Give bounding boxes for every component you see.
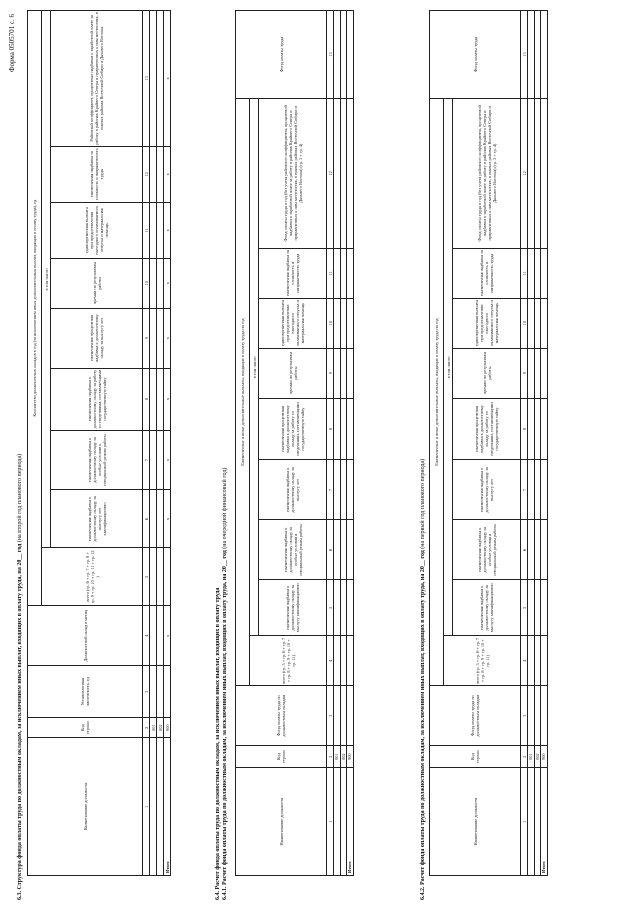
table-row: 002 [534, 11, 541, 876]
t642-h-incl: в том числе: [444, 98, 453, 635]
section-6-3-period: (на второй год планового периода) [17, 453, 23, 543]
t641-h-incl: в том числе: [250, 98, 259, 635]
t642-h-c9: премии по результатам работы [453, 348, 521, 398]
t641-h-c9: премии по результатам работы [259, 348, 327, 398]
t63-h-total: всего (гр. 6 + гр. 7 + гр. 8 + гр. 9 + гр. 10 + гр. 11 + гр. 12 ) [42, 548, 143, 606]
t641-h-c7: ежемесячная надбавка к должностному окладу за выслугу лет [259, 460, 327, 520]
section-6-3-heading [17, 454, 24, 900]
t63-h-staff: Установленная численность, ед [28, 666, 143, 718]
t641-h-c11: ежемесячная надбавка за сложность и напряженность труда [259, 248, 327, 298]
t641-h-group: Ежемесячные и иные дополнительные выплаты, входящие в оплату труда на год [236, 98, 250, 685]
table-row: 001 [528, 11, 535, 876]
section-6-4-2-heading [420, 459, 427, 900]
t642-h-c12: Фонд оплаты труда в год (без учета районного коэффициента, процентной надбавки к заработной плате за работу в районах Крайнего Севера и приравненных к ним местностях, в южных районах Восточной Сибири и Дальнего Востока) (гр. 3 + гр. 4) [453, 98, 521, 248]
t63-h-code: Код строки [28, 718, 143, 738]
t642-h-c5: ежемесячная надбавка к должностному окладу за выслугу квалификационно [453, 580, 521, 636]
table-6-4-2 [429, 10, 548, 876]
t642-h-c6: ежемесячная надбавка к должностному окладу за особые условия и специальный режим работы [453, 520, 521, 580]
t642-column-numbers: 1 2 3 4 5 6 7 8 9 10 11 12 13 [521, 11, 528, 876]
t642-h-total: всего (гр. 5 + гр. 6 + гр. 7 + гр. 8 + гр. 9 + гр. 10 + гр. 11) [444, 636, 521, 686]
section-6-3-title: 6.3. Структура фонда оплаты труда по должностным окладам, за исключением иных выплат, входящих в оплату труда, на 20__ год [17, 543, 23, 900]
table-row: 002 [157, 11, 164, 876]
t641-h-c8: ежемесячная процентная надбавка к должностному окладу за работу со сведениями, составляющими государственную тайну [259, 398, 327, 460]
t63-h-c10: премии по результатам работы [51, 258, 143, 308]
t63-h-c12: ежемесячная надбавка за сложность и напряженность труда [51, 146, 143, 202]
t641-column-numbers: 1 2 3 4 5 6 7 8 9 10 11 12 13 [327, 11, 334, 876]
t642-h-group: Ежемесячные и иные дополнительные выплаты, входящие в оплату труда на год [430, 98, 444, 685]
t63-h-c11: единовременная выплата при предоставлении ежегодного оплачиваемого отпуска и материальная помощь [51, 202, 143, 258]
section-6-4-1-heading [222, 468, 229, 900]
t641-h-code: Код строки [236, 746, 327, 768]
t63-h-c9: ежемесячная процентная надбавка к должностному окладу за выслугу лет [51, 308, 143, 368]
section-6-4-1-period: (на очередной финансовый год) [222, 467, 228, 549]
table-row: 002 [340, 11, 347, 876]
t642-h-fund: Фонд оплаты труда по должностным окладам [430, 686, 521, 746]
section-6-4-heading: 6.4. Расчет фонда оплаты труда по должностным окладам, за исключением иных выплат, входящих в оплату труда [215, 587, 221, 900]
t642-h-fot: Фонд оплаты труда [430, 11, 521, 99]
t641-h-total: всего (гр. 5 + гр. 6 + гр. 7 + гр. 8 + гр. 9 + гр. 10 + гр. 11) [250, 636, 327, 686]
table-row: 001 [150, 11, 157, 876]
t642-h-name: Наименование должности [430, 768, 521, 876]
t641-h-c5: ежемесячная надбавка к должностному окладу за выслугу квалификационно [259, 580, 327, 636]
section-6-4-2-title: 6.4.2. Расчет фонда оплаты труда по должностным окладам, за исключением иных выплат, входящих в оплату труда, на 20__ год [420, 550, 426, 900]
t63-column-numbers: 1 2 3 4 5 6 7 8 9 10 11 12 13 [143, 11, 150, 876]
t63-h-c13: Районный коэффициент, процентные надбавки к заработной плате за работу в районах Крайнего Севера и приравненных к ним местностях, в южных районах Восточной Сибири и Дальнего Востока [51, 11, 143, 147]
t63-h-c8: ежемесячная надбавка к должностному окладу за работу со сведениями, составляющими государственную тайну [51, 368, 143, 430]
table-6-3 [27, 10, 171, 876]
t642-h-c10: единовременная выплата при предоставлении ежегодного оплачиваемого отпуска и материальная помощь [453, 298, 521, 348]
t641-h-c6: ежемесячная надбавка к должностному окладу за особые условия и специальный режим работы [259, 520, 327, 580]
table-6-4-1 [235, 10, 354, 876]
t642-h-code: Код строки [430, 746, 521, 768]
section-6-4-1-title: 6.4.1. Расчет фонда оплаты труда по должностным окладам, за исключением иных выплат, входящих в оплату труда, на 20__ год [222, 550, 228, 900]
t642-h-c7: ежемесячная надбавка к должностному окладу за выслугу лет [453, 460, 521, 520]
table-row: 001 [334, 11, 341, 876]
t641-h-fot: Фонд оплаты труда [236, 11, 327, 99]
section-6-4-2-period: (на первый год планового периода) [420, 458, 426, 549]
t641-h-fund: Фонд оплаты труда по должностным окладам [236, 686, 327, 746]
form-number: Форма 0505701 с. 6 [8, 14, 16, 73]
t641-h-c10: единовременная выплата при предоставлении ежегодного оплачиваемого отпуска и материальная помощь [259, 298, 327, 348]
t63-h-group: Количество должностных окладов в год (за исключением иных дополнительных выплат, входящих в оплату труда), ед [28, 11, 42, 606]
t63-h-c7: ежемесячная надбавка к должностному окладу за особые условия к специальный режим работы [51, 430, 143, 490]
t642-total-row: Итого 900 [541, 11, 548, 876]
rotated-sheet [5, 10, 635, 900]
t641-h-c12: Фонд оплаты труда в год (без учета районного коэффициента, процентной надбавки к заработной плате за работу в районах Крайнего Севера и приравненных к ним местностях, в южных районах Восточной Сибири и Дальнего Востока) (гр. 3 + гр. 4) [259, 98, 327, 248]
t63-h-name: Наименование должности [28, 738, 143, 876]
t63-h-salary: Должностной оклад в месяц [28, 606, 143, 666]
t641-h-name: Наименование должности [236, 768, 327, 876]
t641-total-row: Итого 900 [347, 11, 354, 876]
t63-h-incl: в том числе: [42, 11, 51, 548]
t642-h-c11: ежемесячная надбавка за сложность и напряженность труда [453, 248, 521, 298]
t642-h-c8: ежемесячная процентная надбавка к должностному окладу за работу со сведениями, составляющими государственную тайну [453, 398, 521, 460]
t63-total-row: Итого 900 x x x x x x x x x [164, 11, 171, 876]
t63-h-c6: ежемесячная надбавка к должностному окладу за выслугу лет квалификационно [51, 490, 143, 548]
